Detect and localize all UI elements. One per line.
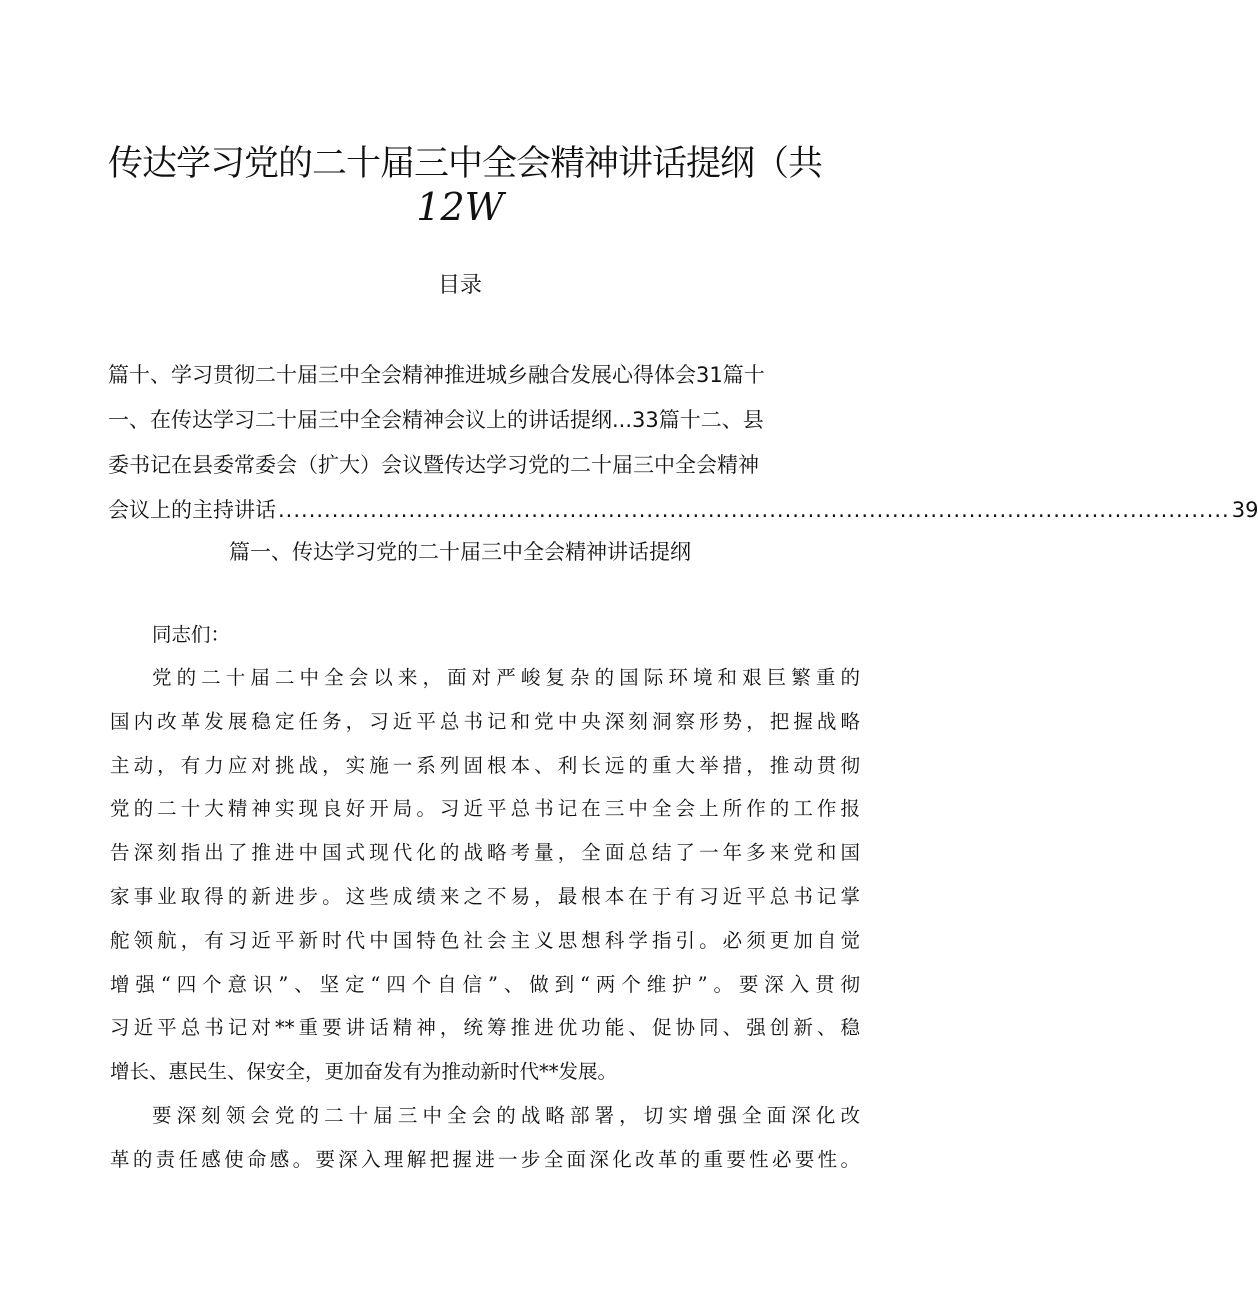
document-title-line-2: 12W <box>416 185 504 229</box>
toc-line: 篇十、学习贯彻二十届三中全会精神推进城乡融合发展心得体会31篇十 <box>108 363 765 387</box>
document-title-line-1: 传达学习党的二十届三中全会精神讲话提纲（共 <box>108 144 823 184</box>
paragraph-line: 党的二十大精神实现良好开局。习近平总书记在三中全会上所作的工作报 <box>110 797 860 821</box>
section-heading: 篇一、传达学习党的二十届三中全会精神讲话提纲 <box>229 540 691 564</box>
paragraph-line: 习近平总书记对**重要讲话精神，统筹推进优功能、促协同、强创新、稳 <box>110 1016 860 1040</box>
toc-leader-dots: ............................................................................................................................ <box>278 498 1230 522</box>
paragraph-line: 告深刻指出了推进中国式现代化的战略考量，全面总结了一年多来党和国 <box>110 841 860 865</box>
toc-line-last <box>108 495 1258 540</box>
paragraph-line: 增强“四个意识”、坚定“四个自信”、做到“两个维护”。要深入贯彻 <box>110 972 860 996</box>
paragraph-1 <box>110 663 860 1101</box>
toc-line: 委书记在县委常委会（扩大）会议暨传达学习党的二十届三中全会精神 <box>108 453 759 477</box>
paragraph-line: 主动，有力应对挑战，实施一系列固根本、利长远的重大举措，推动贯彻 <box>110 753 860 777</box>
paragraph-line: 革的责任感使命感。要深入理解把握进一步全面深化改革的重要性必要性。 <box>110 1147 860 1171</box>
toc-heading: 目录 <box>437 273 482 298</box>
paragraph-line: 国内改革发展稳定任务，习近平总书记和党中央深刻洞察形势，把握战略 <box>110 709 860 733</box>
paragraph-line: 家事业取得的新进步。这些成绩来之不易，最根本在于有习近平总书记掌 <box>110 884 860 908</box>
paragraph-line: 增长、惠民生、保安全，更加奋发有为推动新时代**发展。 <box>110 1060 618 1084</box>
salutation: 同志们： <box>152 623 231 646</box>
body-text <box>110 620 860 1189</box>
paragraph-line: 要深刻领会党的二十届三中全会的战略部署，切实增强全面深化改 <box>152 1103 860 1127</box>
paragraph-2 <box>110 1101 860 1189</box>
table-of-contents <box>108 360 1258 540</box>
toc-line: 一、在传达学习二十届三中全会精神会议上的讲话提纲...33篇十二、县 <box>108 408 764 432</box>
toc-page-number: 39 <box>1231 498 1258 522</box>
paragraph-line: 党的二十届二中全会以来，面对严峻复杂的国际环境和艰巨繁重的 <box>152 666 860 689</box>
paragraph-line: 舵领航，有习近平新时代中国特色社会主义思想科学指引。必须更加自觉 <box>110 928 860 952</box>
toc-entry-text: 会议上的主持讲话 <box>108 498 276 522</box>
